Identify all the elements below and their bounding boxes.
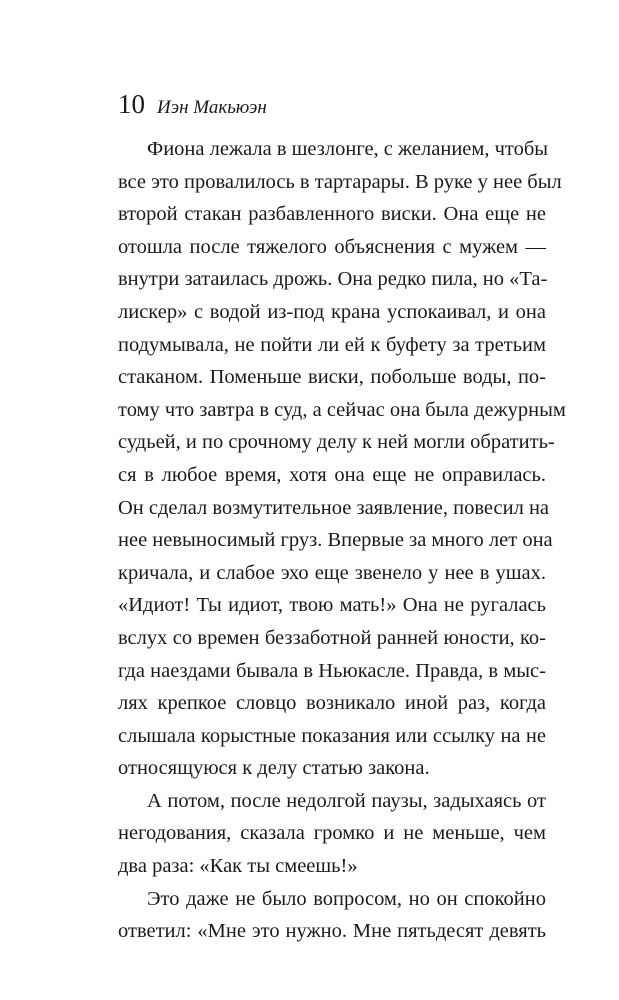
text-line: все это провалилось в тартарары. В руке у нее был [118, 170, 562, 193]
text-line: относящуюся к делу статью закона. [118, 757, 430, 780]
body-text [118, 133, 566, 948]
text-line: судьей, и по срочному делу к ней могли обратить- [118, 431, 555, 454]
text-line: слышала корыстные показания или ссылку на не [118, 724, 546, 747]
text-line: Фиона лежала в шезлонге, с желанием, чтобы [147, 138, 549, 160]
text-line: нее невыносимый груз. Впервые за много лет она [118, 529, 553, 552]
text-line: «Идиот! Ты идиот, твою мать!» Она не ругалась [118, 594, 546, 617]
text-line: ответил: «Мне это нужно. Мне пятьдесят девять [118, 920, 546, 943]
text-line: второй стакан разбавленного виски. Она еще не [118, 203, 546, 226]
text-line: гда наездами бывала в Ньюкасле. Правда, в мыс- [118, 659, 546, 682]
text-line: вслух со времен беззаботной ранней юности, ко- [118, 626, 546, 649]
page-number: 10 [118, 89, 145, 119]
paragraph [118, 785, 546, 883]
text-line: лях крепкое словцо возникало иной раз, когда [118, 692, 546, 715]
text-line: негодования, сказала громко и не меньше, чем [118, 822, 546, 845]
text-line: Он сделал возмутительное заявление, повесил на [118, 496, 550, 519]
text-line: подумывала, не пойти ли ей к буфету за третьим [118, 333, 546, 356]
paragraph [118, 883, 546, 948]
text-line: лискер» с водой из-под крана успокаивал, и она [118, 300, 546, 323]
running-head [118, 89, 267, 123]
book-author: Иэн Макьюэн [157, 97, 267, 118]
text-line: кричала, и слабое эхо еще звенело у нее в ушах. [118, 561, 546, 584]
text-line: внутри затаилась дрожь. Она редко пила, но «Та- [118, 268, 548, 291]
text-line: Это даже не было вопросом, но он спокойно [147, 887, 546, 910]
text-line: два раза: «Как ты смеешь!» [118, 855, 358, 878]
text-line: ся в любое время, хотя она еще не оправилась. [118, 463, 546, 486]
text-line: А потом, после недолгой паузы, задыхаясь от [147, 789, 546, 812]
paragraph [118, 133, 566, 785]
text-line: тому что завтра в суд, а сейчас она была дежурным [118, 398, 566, 421]
text-line: отошла после тяжелого объяснения с мужем — [118, 235, 546, 258]
text-line: стаканом. Поменьше виски, побольше воды, по- [118, 366, 546, 389]
